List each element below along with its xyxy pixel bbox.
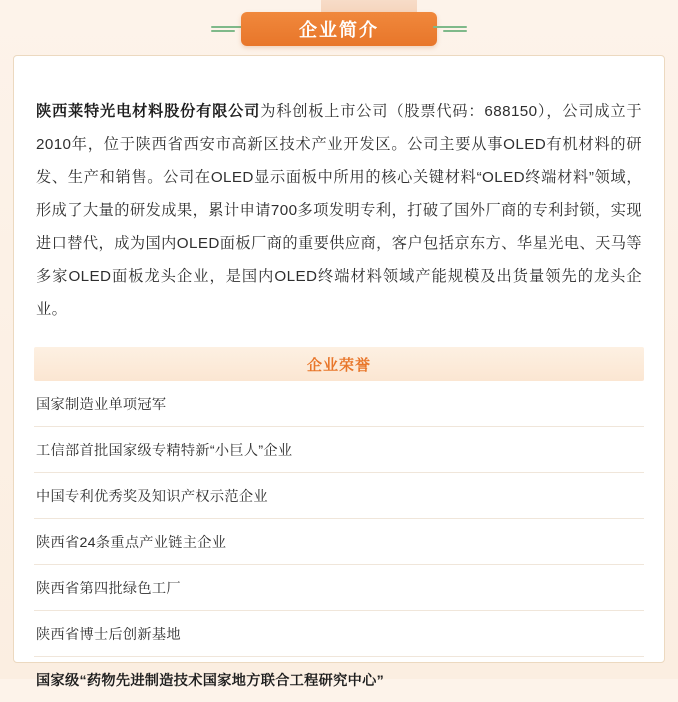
list-item: 中国专利优秀奖及知识产权示范企业 (34, 473, 644, 519)
list-item: 陕西省博士后创新基地 (34, 611, 644, 657)
list-item: 国家制造业单项冠军 (34, 381, 644, 427)
list-item: 陕西省第四批绿色工厂 (34, 565, 644, 611)
company-name: 陕西莱特光电材料股份有限公司 (36, 103, 261, 121)
leaf-decoration-right-icon (433, 24, 467, 34)
honors-list (14, 381, 664, 702)
page-title-label: 企业简介 (299, 20, 379, 40)
honors-section-header (34, 347, 644, 381)
company-intro-paragraph (14, 71, 664, 332)
company-intro-body: 为科创板上市公司（股票代码：688150），公司成立于2010年，位于陕西省西安市高新区技术产业开发区。公司主要从事OLED有机材料的研发、生产和销售。公司在OLED显示面板中所用的核心关键材料“OLED终端材料”领域，形成了大量的研发成果，累计申请700多项发明专利，打破了国外厂商的专利封锁，实现进口替代，成为国内OLED面板厂商的重要供应商，客户包括京东方、华星光电、天马等多家OLED面板龙头企业，是国内OLED终端材料领域产能规模及出货量领先的龙头企业。 (36, 103, 642, 319)
page-title (241, 12, 437, 46)
list-item: 工信部首批国家级专精特新“小巨人”企业 (34, 427, 644, 473)
list-item: 国家级“药物先进制造技术国家地方联合工程研究中心” (36, 673, 385, 690)
leaf-decoration-left-icon (211, 24, 245, 34)
honors-section-title: 企业荣誉 (306, 356, 371, 374)
page-header (0, 0, 678, 58)
content-card (13, 55, 665, 690)
list-item: 陕西省24条重点产业链主企业 (34, 519, 644, 565)
